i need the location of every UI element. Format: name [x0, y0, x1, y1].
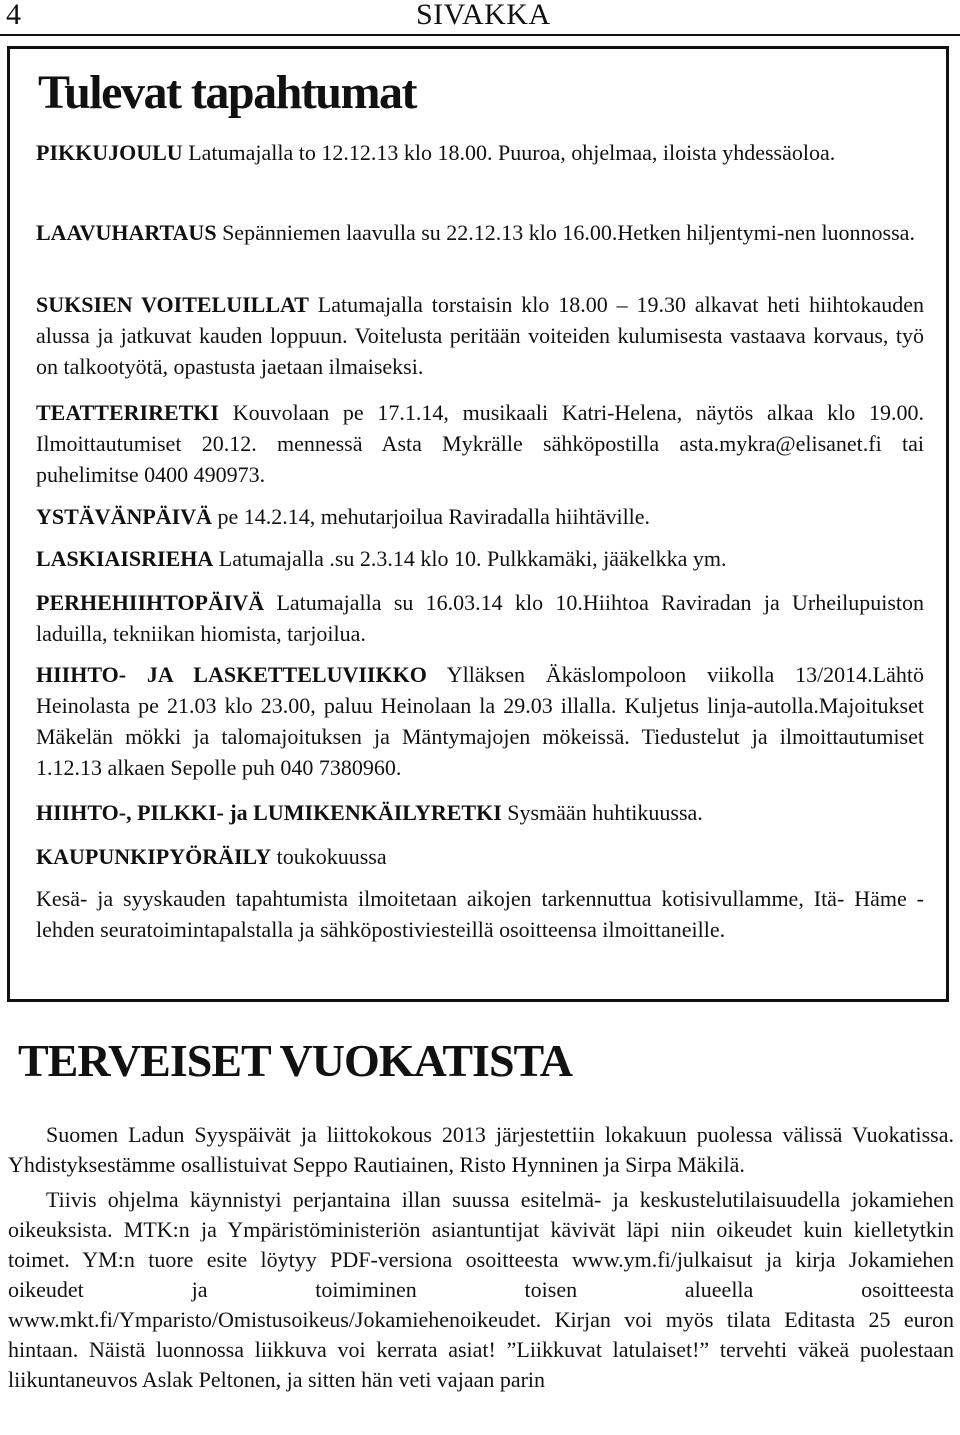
- event-teatteriretki: [36, 397, 924, 490]
- event-kaupunkipyoraily: [36, 841, 924, 872]
- event-hiihto-ja-lasketteluviikko: [36, 659, 924, 783]
- event-text: pe 14.2.14, mehutarjoilua Raviradalla hiihtäville.: [212, 504, 651, 529]
- event-name: KAUPUNKIPYÖRÄILY: [36, 844, 272, 869]
- event-ystavanpaiva: [36, 501, 924, 532]
- event-name: PERHEHIIHTOPÄIVÄ: [36, 590, 265, 615]
- event-text: Latumajalla to 12.12.13 klo 18.00. Puuroa, ohjelmaa, iloista yhdessäoloa.: [182, 140, 836, 165]
- event-name: LASKIAISRIEHA: [36, 546, 214, 571]
- event-hiihto-pilkki-lumikenkailyretki: [36, 797, 924, 828]
- event-name: HIIHTO- JA LASKETTELUVIIKKO: [36, 662, 427, 687]
- event-laskiaisrieha: [36, 543, 924, 574]
- events-box: [7, 46, 949, 1002]
- publication-name: SIVAKKA: [416, 0, 551, 31]
- event-laavuhartaus: [36, 217, 924, 248]
- article-paragraph: Tiivis ohjelma käynnistyi perjantaina illan suussa esitelmä- ja keskustelutilaisuudella jokamiehen oikeuksista. MTK:n ja Ympäristöministeriön asiantuntijat kävivät läpi niin oikeudet kuin kielletytkin toimet. YM:n tuore esite löytyy PDF-versiona osoitteesta www.ym.fi/julkaisut ja kirja Jokamiehen oikeudet ja toimiminen toisen alueella osoitteesta www.mkt.fi/Ymparisto/Omistusoikeus/Jokamiehenoikeudet. Kirjan voi myös tilata Editasta 25 euron hintaan. Näistä luonnossa liikkuva voi kerrata asiat! ”Liikkuvat latulaiset!” tervehti väkeä puolestaan liikuntaneuvos Aslak Peltonen, ja sitten hän veti vajaan parin: [8, 1187, 954, 1392]
- event-name: TEATTERIRETKI: [36, 400, 219, 425]
- event-pikkujoulu: [36, 137, 924, 168]
- event-name: YSTÄVÄNPÄIVÄ: [36, 504, 213, 529]
- article-body: [8, 1120, 954, 1395]
- event-suksien-voiteluillat: [36, 289, 924, 382]
- event-name: HIIHTO-, PILKKI- ja LUMIKENKÄILYRETKI: [36, 800, 502, 825]
- event-name: PIKKUJOULU: [36, 140, 183, 165]
- article-paragraph: Suomen Ladun Syyspäivät ja liittokokous 2013 järjestettiin lokakuun puolessa välissä Vuokatissa. Yhdistyksestämme osallistuivat Seppo Rautiainen, Risto Hynninen ja Sirpa Mäkilä.: [8, 1122, 954, 1177]
- event-text: Latumajalla .su 2.3.14 klo 10. Pulkkamäki, jääkelkka ym.: [213, 546, 727, 571]
- event-name: LAAVUHARTAUS: [36, 220, 217, 245]
- page-header: [0, 0, 960, 32]
- event-text: Kouvolaan pe 17.1.14, musikaali Katri-Helena, näytös alkaa klo 19.00. Ilmoittautumiset 20.12. mennessä Asta Mykrälle sähköpostilla asta.mykra@elisanet.fi tai puhelimitse 0400 490973.: [36, 400, 924, 487]
- event-name: SUKSIEN VOITELUILLAT: [36, 292, 309, 317]
- event-text: Sysmään huhtikuussa.: [501, 800, 703, 825]
- events-title: Tulevat tapahtumat: [38, 66, 416, 119]
- event-text: toukokuussa: [271, 844, 387, 869]
- event-perhehiihtopaiva: [36, 587, 924, 649]
- event-text: Sepänniemen laavulla su 22.12.13 klo 16.00.Hetken hiljentymi-nen luonnossa.: [216, 220, 915, 245]
- event-text: Ylläksen Äkäslompoloon viikolla 13/2014.Lähtö Heinolasta pe 21.03 klo 23.00, paluu Heinolaan la 29.03 illalla. Kuljetus linja-autolla.Majoitukset Mäkelän mökki ja talomajoituksen ja Mäntymajojen mökeissä. Tiedustelut ja ilmoittautumiset 1.12.13 alkaen Sepolle puh 040 7380960.: [36, 662, 924, 780]
- events-closing-note: Kesä- ja syyskauden tapahtumista ilmoitetaan aikojen tarkennuttua kotisivullamme, Itä- Häme -lehden seuratoimintapalstalla ja sähköpostiviesteillä osoitteensa ilmoittaneille.: [36, 886, 924, 942]
- header-rule: [0, 34, 960, 36]
- page-number: 4: [6, 0, 21, 31]
- event-text: Latumajalla torstaisin klo 18.00 – 19.30 alkavat heti hiihtokauden alussa ja jatkuvat kauden loppuun. Voitelusta peritään voiteiden kulumisesta vastaava korvaus, työ on talkootyötä, opastusta jaetaan ilmaiseksi.: [36, 292, 924, 379]
- article-title: TERVEISET VUOKATISTA: [18, 1035, 573, 1086]
- event-text: Latumajalla su 16.03.14 klo 10.Hiihtoa Raviradan ja Urheilupuiston laduilla, tekniikan hiomista, tarjoilua.: [36, 590, 924, 646]
